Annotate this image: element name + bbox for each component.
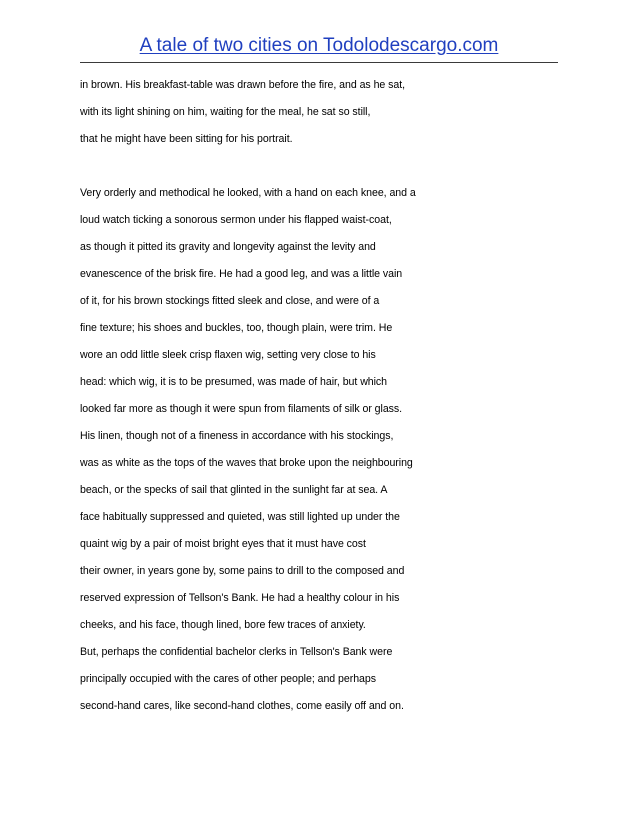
text-line: evanescence of the brisk fire. He had a good leg, and was a little vain	[80, 268, 403, 280]
text-line: their owner, in years gone by, some pains to drill to the composed and	[80, 565, 405, 577]
text-line: His linen, though not of a fineness in accordance with his stockings,	[80, 430, 394, 442]
text-line: face habitually suppressed and quieted, was still lighted up under the	[80, 511, 400, 523]
text-line: fine texture; his shoes and buckles, too, though plain, were trim. He	[80, 322, 393, 334]
text-line: quaint wig by a pair of moist bright eyes that it must have cost	[80, 538, 366, 550]
text-line: looked far more as though it were spun from filaments of silk or glass.	[80, 403, 403, 415]
text-line: principally occupied with the cares of other people; and perhaps	[80, 673, 376, 685]
blank-line	[80, 153, 580, 180]
text-line: loud watch ticking a sonorous sermon under his flapped waist-coat,	[80, 214, 392, 226]
body-text	[80, 72, 580, 720]
text-line: in brown. His breakfast-table was drawn before the fire, and as he sat,	[80, 79, 406, 91]
text-line: that he might have been sitting for his portrait.	[80, 133, 293, 145]
text-line: with its light shining on him, waiting for the meal, he sat so still,	[80, 106, 371, 118]
header-divider	[80, 62, 558, 63]
text-line: of it, for his brown stockings fitted sleek and close, and were of a	[80, 295, 380, 307]
text-line: head: which wig, it is to be presumed, was made of hair, but which	[80, 376, 388, 388]
page-header	[0, 34, 638, 58]
text-line: second-hand cares, like second-hand clothes, come easily off and on.	[80, 700, 404, 712]
text-line: reserved expression of Tellson's Bank. He had a healthy colour in his	[80, 592, 400, 604]
header-title-link[interactable]: A tale of two cities on Todolodescargo.com	[139, 35, 499, 56]
text-line: cheeks, and his face, though lined, bore few traces of anxiety.	[80, 619, 366, 631]
text-line: was as white as the tops of the waves that broke upon the neighbouring	[80, 457, 413, 469]
text-line: Very orderly and methodical he looked, with a hand on each knee, and a	[80, 187, 416, 199]
text-line: beach, or the specks of sail that glinted in the sunlight far at sea. A	[80, 484, 388, 496]
text-line: But, perhaps the confidential bachelor clerks in Tellson's Bank were	[80, 646, 393, 658]
text-line: wore an odd little sleek crisp flaxen wig, setting very close to his	[80, 349, 376, 361]
text-line: as though it pitted its gravity and longevity against the levity and	[80, 241, 376, 253]
